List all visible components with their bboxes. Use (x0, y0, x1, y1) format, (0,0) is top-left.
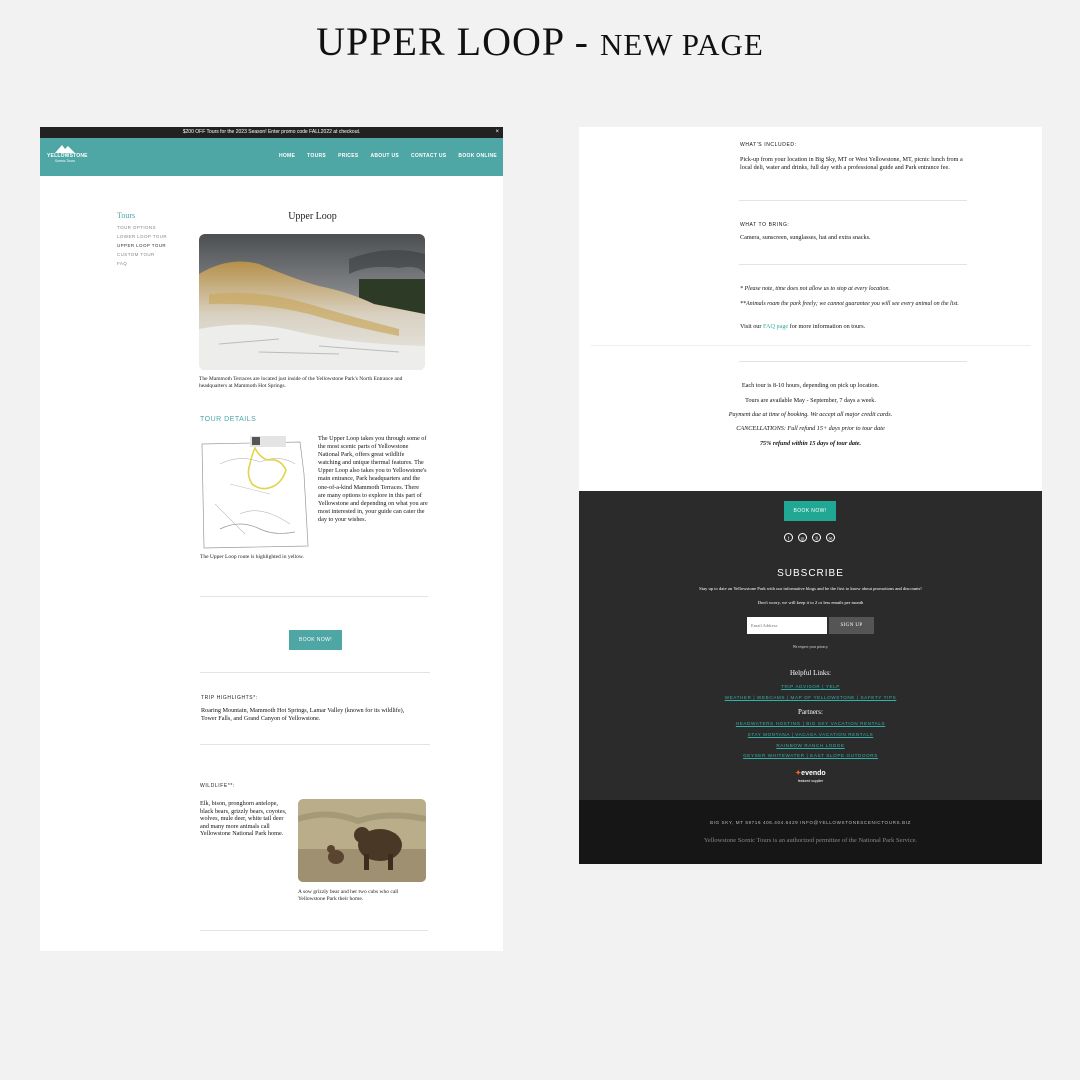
partners-line3 (579, 743, 1042, 748)
divider (200, 744, 430, 745)
nav-contact[interactable]: CONTACT US (411, 153, 447, 159)
page-title: Upper Loop (288, 211, 337, 222)
divider (200, 930, 428, 931)
footer-contact: BIG SKY, MT 59716 406.404.6429 INFO@YELLOWSTONESCENICTOURS.BIZ (709, 820, 912, 825)
tour-description: The Upper Loop takes you through some of the most scenic parts of Yellowstone National Park, offers great wildlife watching and unique thermal features. The Upper Loop also takes you to Yellowstone's main entrance, Park headquarters and the one-of-a-kind Mammoth Terraces. There are many options to explore in this part of Yellowstone and depending on what you are most interested in, your guide can cater the day to your wishes. (318, 435, 428, 523)
subscribe-heading: SUBSCRIBE (777, 568, 844, 579)
partners-line2 (579, 732, 1042, 737)
helpful-links-line1 (579, 684, 1042, 689)
helpful-links-heading: Helpful Links: (789, 669, 832, 677)
evendo-subtext: featured supplier (797, 779, 824, 783)
sidebar-item-custom-tour[interactable]: CUSTOM TOUR (117, 252, 155, 257)
helpful-link-2[interactable]: WEATHER | WEBCAMS | MAP OF YELLOWSTONE | SAFETY TIPS (724, 695, 897, 700)
evendo-badge[interactable] (579, 769, 1042, 777)
map-caption: The Upper Loop route is highlighted in yellow. (200, 554, 304, 560)
wildlife-text: Elk, bison, pronghorn antelope, black bears, grizzly bears, coyotes, wolves, mule deer, white tail deer and many more animals call Yellowstone National Park home. (200, 800, 287, 838)
grizzly-bear-photo (298, 799, 426, 882)
evendo-name: evendo (801, 770, 826, 777)
page-heading (0, 18, 1080, 65)
nav-about[interactable]: ABOUT US (370, 153, 399, 159)
helpful-link-1[interactable]: TRIP ADVISOR | YELP (781, 684, 840, 689)
close-icon[interactable]: × (495, 129, 499, 135)
faq-visit-line (740, 323, 970, 330)
tour-duration: Each tour is 8-10 hours, depending on pick up location. (741, 382, 880, 389)
announcement-bar (40, 127, 503, 138)
sidebar-item-faq[interactable]: FAQ (117, 261, 128, 266)
partners-line1 (579, 721, 1042, 726)
logo-line1: YELLOWSTONE (47, 153, 88, 159)
nav-tours[interactable]: TOURS (307, 153, 327, 159)
sidebar-item-lower-loop[interactable]: LOWER LOOP TOUR (117, 234, 168, 239)
nav-prices[interactable]: PRICES (338, 153, 359, 159)
note-stop: * Please note, time does not allow us to stop at every location. (740, 286, 890, 292)
hero-photo (199, 234, 425, 370)
footer-book-now-button[interactable]: BOOK NOW! (784, 501, 836, 521)
bear-caption: A sow grizzly bear and her two cubs who call Yellowstone Park their home. (298, 889, 399, 902)
helpful-links-line2 (579, 695, 1042, 700)
sidebar-item-tour-options[interactable]: TOUR OPTIONS (117, 225, 156, 230)
payment-info: Payment due at time of booking. We accept all major credit cards. (728, 411, 893, 418)
heading-main: UPPER LOOP (316, 19, 564, 64)
partner-link-3[interactable]: RAINBOW RANCH LODGE (776, 743, 845, 748)
instagram-icon[interactable]: ◎ (798, 533, 807, 542)
sidebar-item-upper-loop[interactable]: UPPER LOOP TOUR (117, 243, 167, 248)
facebook-icon[interactable]: f (784, 533, 793, 542)
trip-highlights-label: TRIP HIGHLIGHTS*: (201, 695, 258, 701)
note-animals: **Animals roam the park freely; we cannot guarantee you will see every animal on the list. (740, 301, 959, 307)
divider (739, 361, 967, 362)
partner-link-4[interactable]: GEYSER WHITEWATER | EAST SLOPE OUTDOORS (743, 753, 878, 758)
announcement-text: $200 OFF Tours for the 2023 Season! Enter promo code FALL2022 at checkout. (182, 129, 361, 135)
route-map-image (200, 434, 310, 552)
sidebar-title[interactable]: Tours (117, 211, 136, 220)
right-page-mockup (579, 127, 1042, 864)
email-icon[interactable]: ✉ (826, 533, 835, 542)
nav-links (279, 153, 497, 159)
bring-text: Camera, sunscreen, sunglasses, hat and extra snacks. (740, 234, 871, 241)
partner-link-1[interactable]: HEADWATERS HOSTING | BIG SKY VACATION RENTALS (735, 721, 886, 726)
hero-caption: The Mammoth Terraces are located just inside of the Yellowstone Park's North Entrance and headquarters at Mammoth Hot Springs. (199, 376, 403, 389)
tours-sidebar (117, 211, 167, 268)
footer-bottom-bar (579, 800, 1042, 864)
email-input[interactable] (747, 617, 827, 634)
upper-loop-map (200, 434, 310, 552)
bear-image (298, 799, 426, 882)
refund-info: 75% refund within 15 days of tour date. (759, 440, 862, 447)
bring-label: WHAT TO BRING: (740, 222, 790, 228)
divider (200, 672, 430, 673)
heading-separator: - (563, 19, 600, 64)
nav-book-online[interactable]: BOOK ONLINE (458, 153, 497, 159)
nav-home[interactable]: HOME (278, 153, 296, 159)
visit-prefix: Visit our (740, 323, 764, 330)
partner-link-2[interactable]: STAY MONTANA | VACASA VACATION RENTALS (747, 732, 874, 737)
privacy-note: We respect your privacy. (792, 645, 829, 649)
site-logo[interactable] (47, 144, 88, 170)
evendo-icon: ✦ (795, 770, 802, 777)
hero-image-mammoth-terraces (199, 234, 425, 370)
cancellation-info: CANCELLATIONS: Full refund 15+ days prior to tour date (736, 425, 885, 432)
footer-dark-section (579, 491, 1042, 800)
top-nav (40, 138, 503, 176)
included-text: Pick-up from your location in Big Sky, MT or West Yellowstone, MT, picnic lunch from a local deli, water and drinks, full day with a professional guide and Park entrance fee. (740, 156, 963, 171)
visit-suffix: for more information on tours. (788, 323, 866, 330)
trip-highlights-text: Roaring Mountain, Mammoth Hot Springs, Lamar Valley (known for its wildlife), Tower Falls, and Grand Canyon of Yellowstone. (201, 707, 405, 722)
tour-availability: Tours are available May - September, 7 days a week. (745, 397, 876, 404)
book-now-button[interactable]: BOOK NOW! (289, 630, 342, 650)
partners-heading: Partners: (798, 708, 823, 716)
right-content-area (579, 127, 1042, 491)
included-label: WHAT'S INCLUDED: (740, 142, 797, 148)
subscribe-text: Stay up to date on Yellowstone Park with our informative blogs and be the first to know about promotions and discounts! (699, 586, 922, 591)
mountain-logo-icon (55, 144, 75, 153)
subscribe-note: Don't worry, we will keep it to 2 or less emails per month (757, 600, 864, 605)
sign-up-button[interactable]: SIGN UP (829, 617, 874, 634)
faq-page-link[interactable]: FAQ page (763, 323, 789, 330)
footer-permittee: Yellowstone Scenic Tours is an authorized permittee of the National Park Service. (703, 837, 918, 844)
partners-line4 (579, 753, 1042, 758)
divider (591, 345, 1031, 346)
blog-icon[interactable]: ℬ (812, 533, 821, 542)
tour-details-heading: TOUR DETAILS (200, 416, 257, 423)
wildlife-label: WILDLIFE**: (200, 783, 235, 789)
heading-sub: NEW PAGE (599, 27, 764, 62)
divider (200, 596, 428, 597)
logo-line2: Scenic Tours (55, 159, 75, 163)
divider (739, 200, 967, 201)
left-page-mockup (40, 127, 503, 951)
divider (739, 264, 967, 265)
